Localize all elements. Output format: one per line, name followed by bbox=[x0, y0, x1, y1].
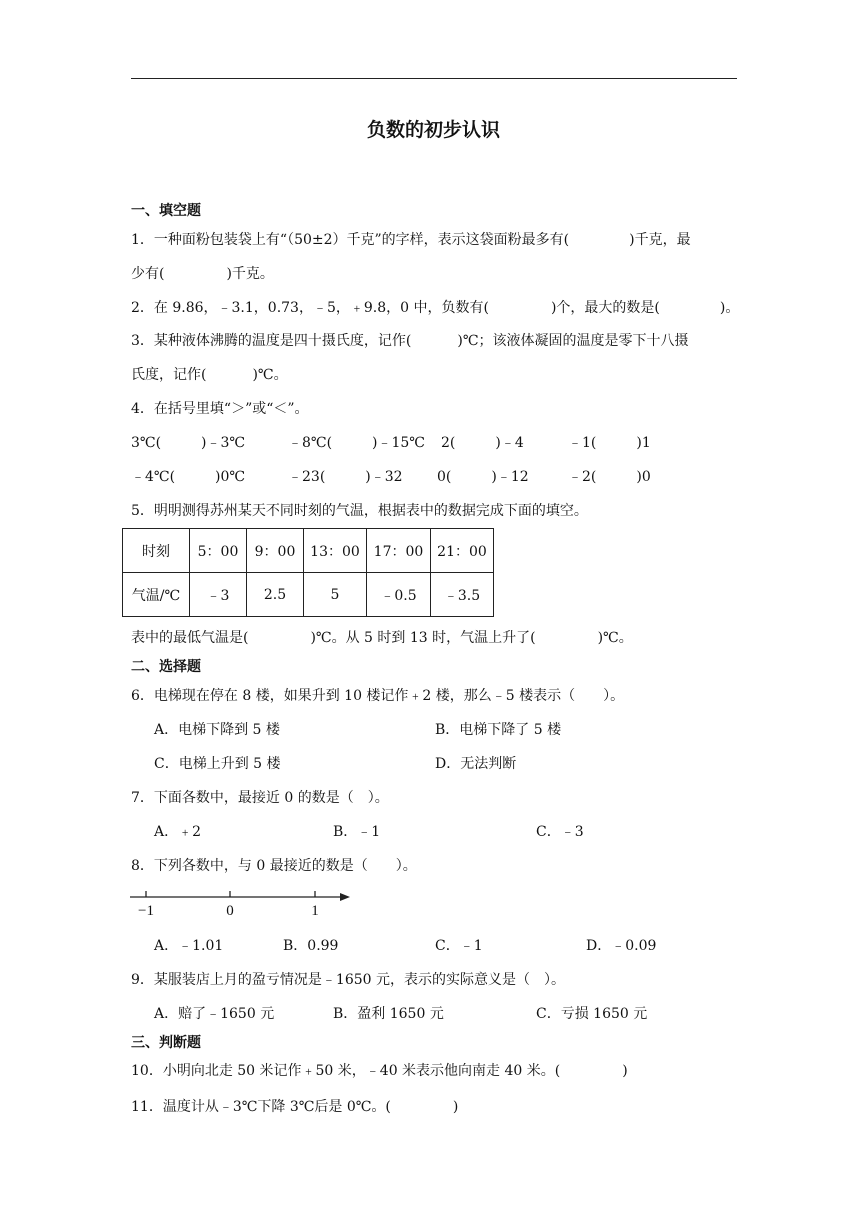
question-5-stem: 5．明明测得苏州某天不同时刻的气温，根据表中的数据完成下面的填空。 bbox=[131, 503, 588, 519]
q2-text-a: 2．在 9.86，﹣3.1，0.73，﹣5，﹢9.8，0 中，负数有( bbox=[131, 300, 489, 316]
q4-item-2 bbox=[288, 432, 425, 452]
q1-text-2a: 少有( bbox=[131, 266, 165, 282]
q11-paren: ) bbox=[452, 1099, 459, 1115]
q4-left: 0( bbox=[437, 469, 452, 485]
question-7-stem: 7．下面各数中，最接近 0 的数是（ ）。 bbox=[131, 790, 389, 806]
q4-left: ﹣8℃( bbox=[288, 435, 333, 451]
q4-right: )1 bbox=[636, 435, 651, 451]
q4-right: )﹣32 bbox=[365, 469, 403, 485]
table-cell: 气温/℃ bbox=[123, 573, 190, 617]
q10-text: 10．小明向北走 50 米记作﹢50 米，﹣40 米表示他向南走 40 米。( bbox=[131, 1063, 561, 1079]
number-line-label: 0 bbox=[226, 903, 234, 919]
table-cell: 21：00 bbox=[431, 529, 494, 573]
q11-text: 11．温度计从﹣3℃下降 3℃后是 0℃。( bbox=[131, 1099, 391, 1115]
q4-left: ﹣4℃( bbox=[131, 469, 176, 485]
q4-right: )﹣15℃ bbox=[372, 435, 425, 451]
table-cell: ﹣0.5 bbox=[367, 573, 431, 617]
number-line bbox=[128, 884, 358, 920]
temperature-table bbox=[122, 528, 494, 617]
table-cell: 17：00 bbox=[367, 529, 431, 573]
question-2 bbox=[131, 297, 739, 317]
table-cell: 9：00 bbox=[247, 529, 304, 573]
q4-item-5 bbox=[131, 466, 245, 486]
q9-option-b[interactable]: B．盈利 1650 元 bbox=[333, 1006, 444, 1022]
q10-paren: ) bbox=[622, 1063, 628, 1079]
question-3-cont bbox=[131, 364, 288, 384]
question-3 bbox=[131, 330, 689, 350]
q7-option-b[interactable]: B．﹣1 bbox=[333, 824, 381, 840]
section-heading-fill: 一、填空题 bbox=[131, 203, 201, 219]
q1-text-mid: )千克，最 bbox=[629, 232, 691, 248]
q4-left: ﹣2( bbox=[568, 469, 597, 485]
section-heading-judge: 三、判断题 bbox=[131, 1035, 201, 1051]
q8-option-b[interactable]: B．0.99 bbox=[283, 938, 339, 954]
q1-text: 1．一种面粉包装袋上有“（50±2）千克”的字样，表示这袋面粉最多有( bbox=[131, 232, 570, 248]
question-11 bbox=[131, 1096, 458, 1116]
q6-option-b[interactable]: B．电梯下降了 5 楼 bbox=[435, 722, 562, 738]
q5-text-c: )℃。 bbox=[597, 630, 633, 646]
q8-option-c[interactable]: C．﹣1 bbox=[435, 938, 483, 954]
question-8-stem: 8．下列各数中，与 0 最接近的数是（ ）。 bbox=[131, 858, 417, 874]
question-1 bbox=[131, 229, 691, 249]
q4-item-3 bbox=[441, 432, 524, 452]
q3-text-2b: )℃。 bbox=[252, 367, 288, 383]
table-cell: ﹣3 bbox=[190, 573, 247, 617]
q4-item-8 bbox=[568, 466, 651, 486]
question-1-cont bbox=[131, 263, 274, 283]
number-line-label: 1 bbox=[311, 903, 319, 919]
q4-right: )0℃ bbox=[215, 469, 246, 485]
q4-left: ﹣23( bbox=[288, 469, 326, 485]
table-cell: 时刻 bbox=[123, 529, 190, 573]
q4-item-6 bbox=[288, 466, 403, 486]
q2-text-c: )。 bbox=[719, 300, 740, 316]
q2-text-b: )个，最大的数是( bbox=[550, 300, 660, 316]
section-heading-choice: 二、选择题 bbox=[131, 659, 201, 675]
q4-left: 3℃( bbox=[131, 435, 162, 451]
q8-option-a[interactable]: A．﹣1.01 bbox=[154, 938, 224, 954]
question-4-stem: 4．在括号里填“＞”或“＜”。 bbox=[131, 401, 309, 417]
q4-left: 2( bbox=[441, 435, 456, 451]
table-cell: ﹣3.5 bbox=[431, 573, 494, 617]
q4-item-7 bbox=[437, 466, 529, 486]
q6-option-c[interactable]: C．电梯上升到 5 楼 bbox=[154, 756, 281, 772]
q1-text-2b: )千克。 bbox=[226, 266, 274, 282]
question-5-fill bbox=[131, 627, 633, 647]
table-cell: 2.5 bbox=[247, 573, 304, 617]
table-row bbox=[123, 573, 494, 617]
header-rule bbox=[131, 78, 737, 79]
q8-option-d[interactable]: D．﹣0.09 bbox=[586, 938, 657, 954]
table-cell: 5：00 bbox=[190, 529, 247, 573]
q5-text-a: 表中的最低气温是( bbox=[131, 630, 249, 646]
q7-option-c[interactable]: C．﹣3 bbox=[536, 824, 584, 840]
q4-right: )﹣3℃ bbox=[201, 435, 246, 451]
q4-left: ﹣1( bbox=[568, 435, 597, 451]
q7-option-a[interactable]: A．﹢2 bbox=[154, 824, 202, 840]
q3-text-1b: )℃；该液体凝固的温度是零下十八摄 bbox=[457, 333, 689, 349]
q4-item-4 bbox=[568, 432, 651, 452]
q6-option-a[interactable]: A．电梯下降到 5 楼 bbox=[154, 722, 280, 738]
page-title: 负数的初步认识 bbox=[366, 119, 500, 141]
q4-right: )0 bbox=[636, 469, 651, 485]
question-9-stem: 9．某服装店上月的盈亏情况是﹣1650 元，表示的实际意义是（ ）。 bbox=[131, 972, 565, 988]
q9-option-c[interactable]: C．亏损 1650 元 bbox=[536, 1006, 648, 1022]
table-cell: 5 bbox=[304, 573, 367, 617]
q4-item-1 bbox=[131, 432, 245, 452]
question-10 bbox=[131, 1060, 628, 1080]
q3-text-1a: 3．某种液体沸腾的温度是四十摄氏度，记作( bbox=[131, 333, 412, 349]
q5-text-b: )℃。从 5 时到 13 时，气温上升了( bbox=[310, 630, 536, 646]
q4-right: )﹣4 bbox=[495, 435, 524, 451]
number-line-arrow-icon bbox=[340, 893, 350, 901]
q3-text-2a: 氏度，记作( bbox=[131, 367, 207, 383]
q6-option-d[interactable]: D．无法判断 bbox=[435, 756, 517, 772]
table-row bbox=[123, 529, 494, 573]
q9-option-a[interactable]: A．赔了﹣1650 元 bbox=[154, 1006, 275, 1022]
question-6-stem: 6．电梯现在停在 8 楼，如果升到 10 楼记作﹢2 楼，那么﹣5 楼表示（ ）。 bbox=[131, 688, 625, 704]
number-line-label: −1 bbox=[138, 903, 154, 919]
q4-right: )﹣12 bbox=[491, 469, 529, 485]
table-cell: 13：00 bbox=[304, 529, 367, 573]
